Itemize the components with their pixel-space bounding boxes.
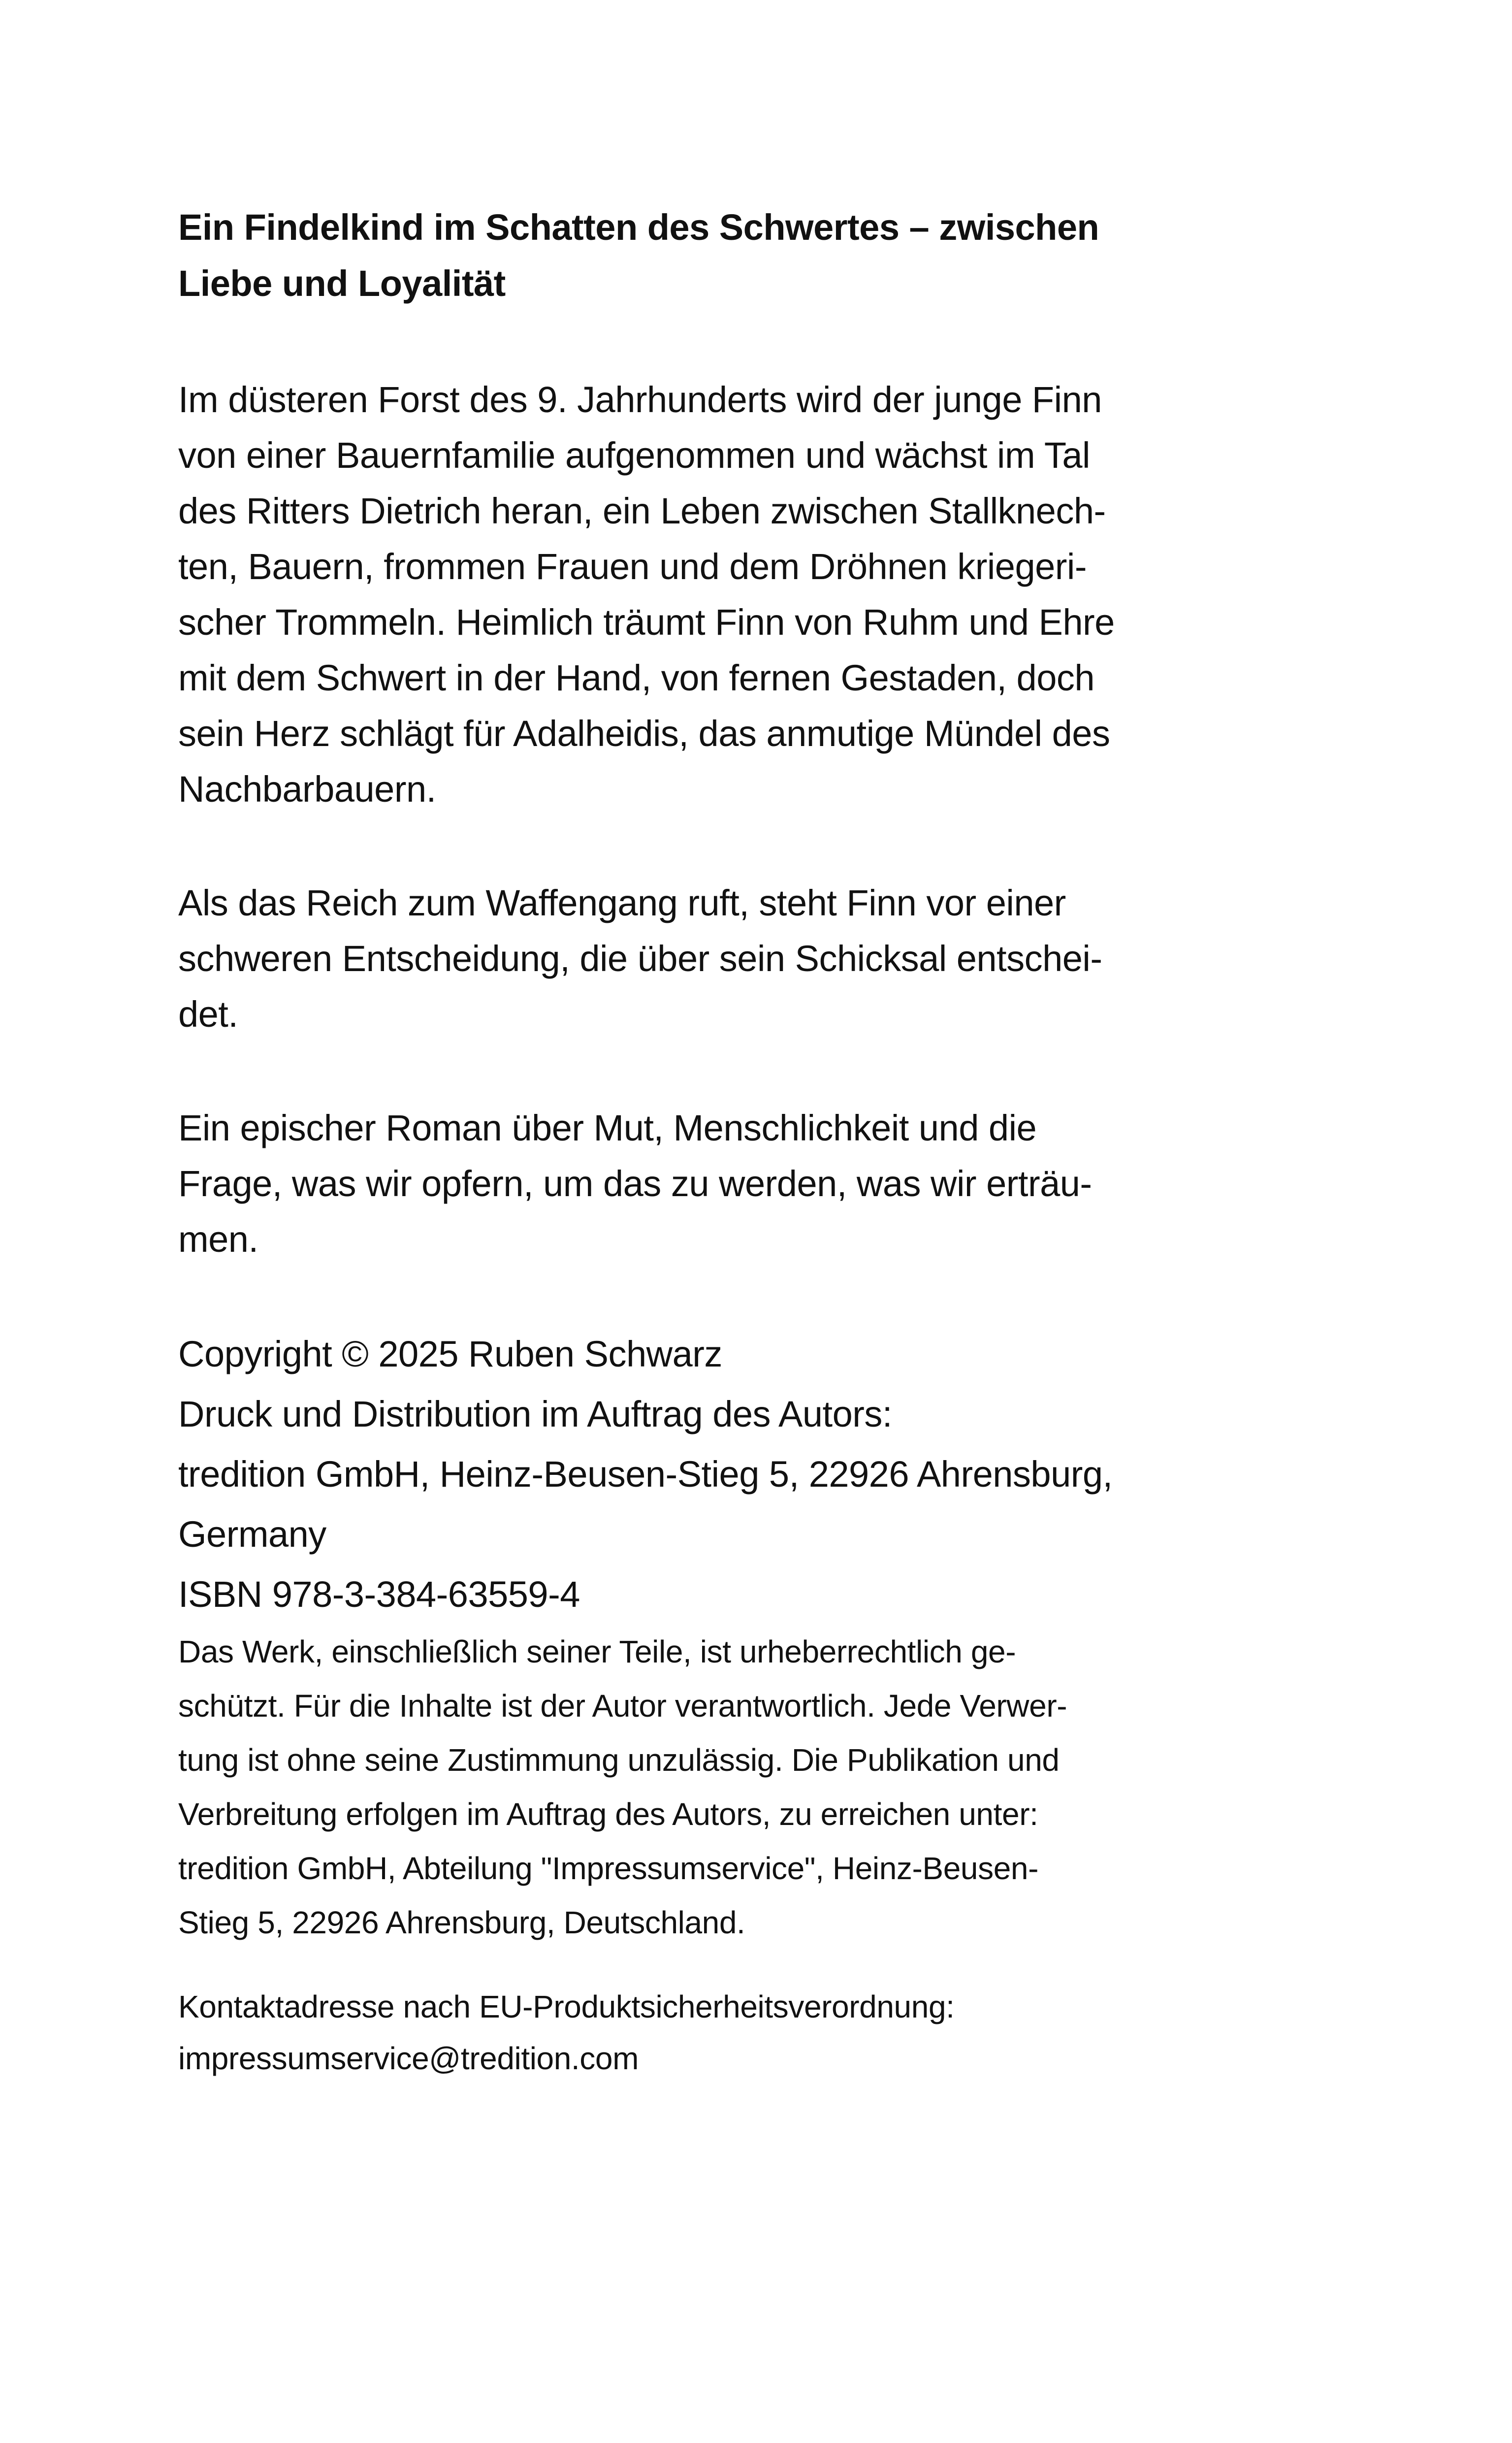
text-line: ten, Bauern, frommen Frauen und dem Dröhnen kriegeri- [178,546,1087,587]
spacer [178,1267,1340,1324]
publisher-address: tredition GmbH, Heinz-Beusen-Stieg 5, 22926 Ahrensburg, [178,1454,1113,1495]
text-line: mit dem Schwert in der Hand, von fernen Gestaden, doch [178,657,1095,698]
text-line: des Ritters Dietrich heran, ein Leben zwischen Stallknech- [178,490,1106,531]
text-line: Stieg 5, 22926 Ahrensburg, Deutschland. [178,1905,745,1940]
text-line: Verbreitung erfolgen im Auftrag des Autors, zu erreichen unter: [178,1796,1038,1832]
text-line: sein Herz schlägt für Adalheidis, das anmutige Mündel des [178,713,1110,754]
publisher-country: Germany [178,1514,326,1555]
blurb-paragraph-1 [178,372,1340,817]
text-line: Frage, was wir opfern, um das zu werden, was wir erträu- [178,1163,1092,1204]
text-line: det. [178,994,238,1035]
text-line: Das Werk, einschließlich seiner Teile, ist urheberrechtlich ge- [178,1634,1016,1669]
blurb-paragraph-3 [178,1100,1340,1267]
text-line: men. [178,1219,258,1260]
copyright-block [178,1324,1340,1625]
copyright-notice: Copyright © 2025 Ruben Schwarz [178,1334,722,1374]
text-line: scher Trommeln. Heimlich träumt Finn von Ruhm und Ehre [178,602,1115,643]
contact-label: Kontaktadresse nach EU-Produktsicherheitsverordnung: [178,1989,955,2024]
contact-email: impressumservice@tredition.com [178,2041,639,2076]
heading-line: Liebe und Loyalität [178,263,506,304]
spacer [178,312,1340,372]
legal-notice [178,1625,1340,1950]
text-line: schweren Entscheidung, die über sein Schicksal entschei- [178,938,1102,979]
text-line: tung ist ohne seine Zustimmung unzulässig. Die Publikation und [178,1742,1060,1778]
spacer [178,1042,1340,1100]
text-line: von einer Bauernfamilie aufgenommen und wächst im Tal [178,435,1090,476]
text-line: tredition GmbH, Abteilung "Impressumservice", Heinz-Beusen- [178,1851,1038,1886]
isbn: ISBN 978-3-384-63559-4 [178,1574,580,1615]
spacer [178,1950,1340,1981]
heading-line: Ein Findelkind im Schatten des Schwertes – zwischen [178,207,1099,248]
book-imprint-page [178,199,1340,2085]
distribution-line: Druck und Distribution im Auftrag des Autors: [178,1394,892,1434]
text-line: Ein epischer Roman über Mut, Menschlichkeit und die [178,1107,1037,1148]
blurb-paragraph-2 [178,875,1340,1042]
spacer [178,817,1340,875]
text-line: schützt. Für die Inhalte ist der Autor verantwortlich. Jede Verwer- [178,1688,1067,1724]
text-line: Nachbarbauern. [178,769,436,810]
text-line: Als das Reich zum Waffengang ruft, steht Finn vor einer [178,882,1066,923]
text-line: Im düsteren Forst des 9. Jahrhunderts wird der junge Finn [178,379,1102,420]
blurb-heading [178,199,1340,312]
contact-block [178,1981,1340,2085]
